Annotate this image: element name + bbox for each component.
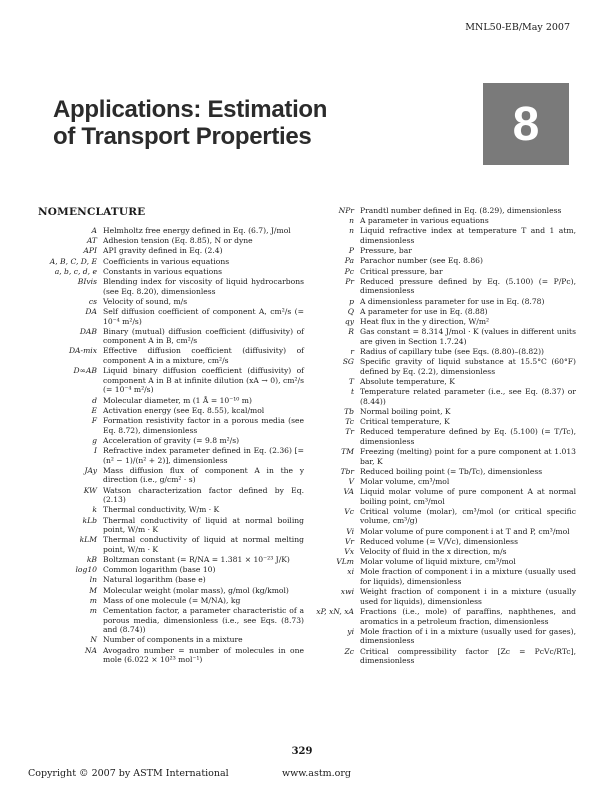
entry-symbol: Tbr bbox=[340, 466, 354, 476]
nomenclature-entry bbox=[314, 537, 576, 547]
entry-definition: Coefficients in various equations bbox=[103, 256, 230, 266]
entry-definition: Velocity of fluid in the x direction, m/s bbox=[360, 547, 507, 557]
entry-symbol: V bbox=[348, 476, 354, 486]
entry-definition: Thermal conductivity of liquid at normal boiling point, W/m · K bbox=[103, 515, 304, 535]
entry-definition: Heat flux in the y direction, W/m² bbox=[360, 316, 490, 326]
entry-symbol: kLM bbox=[79, 535, 97, 545]
chapter-title-line-1: Applications: Estimation bbox=[53, 96, 328, 123]
entry-definition: Molar volume of liquid mixture, cm³/mol bbox=[360, 557, 516, 567]
nomenclature-entry bbox=[32, 307, 304, 326]
nomenclature-entry bbox=[32, 535, 304, 554]
nomenclature-entry bbox=[32, 267, 304, 277]
nomenclature-entry bbox=[32, 586, 304, 596]
entry-definition: Normal boiling point, K bbox=[360, 406, 451, 416]
entry-symbol: Tr bbox=[345, 427, 354, 437]
chapter-title bbox=[53, 96, 353, 150]
nomenclature-entry bbox=[32, 575, 304, 585]
entry-definition: Molar volume, cm³/mol bbox=[360, 476, 450, 486]
entry-definition: Thermal conductivity, W/m · K bbox=[103, 505, 220, 515]
nomenclature-entry bbox=[314, 407, 576, 417]
entry-symbol: cs bbox=[88, 296, 97, 306]
entry-definition: Acceleration of gravity (= 9.8 m²/s) bbox=[103, 435, 240, 445]
entry-definition: A parameter in various equations bbox=[360, 216, 489, 226]
entry-symbol: F bbox=[91, 416, 97, 425]
entry-symbol: TM bbox=[341, 446, 354, 456]
entry-definition: Velocity of sound, m/s bbox=[103, 296, 188, 306]
entry-definition: Reduced volume (= V/Vc), dimensionless bbox=[360, 536, 518, 546]
nomenclature-entry bbox=[32, 516, 304, 535]
entry-symbol: m bbox=[89, 595, 97, 605]
entry-definition: Freezing (melting) point for a pure component at 1.013 bar, K bbox=[360, 446, 576, 466]
nomenclature-entry bbox=[32, 297, 304, 307]
nomenclature-left-column bbox=[32, 226, 304, 665]
entry-definition: Activation energy (see Eq. 8.55), kcal/mol bbox=[103, 405, 265, 415]
nomenclature-entry bbox=[314, 427, 576, 446]
entry-definition: Reduced temperature defined by Eq. (5.100) (= T/Tc), dimensionless bbox=[360, 427, 576, 446]
entry-symbol: kB bbox=[86, 555, 97, 565]
entry-symbol: Vx bbox=[344, 547, 354, 557]
entry-definition: Watson characterization factor defined by Eq. (2.13) bbox=[103, 485, 304, 505]
nomenclature-entry bbox=[314, 487, 576, 506]
entry-symbol: Pc bbox=[344, 266, 354, 276]
nomenclature-entry bbox=[314, 417, 576, 427]
entry-definition: Specific gravity of liquid substance at 15.5°C (60°F) defined by Eq. (2.2), dimensionless bbox=[360, 357, 576, 376]
entry-symbol: I bbox=[94, 445, 97, 455]
nomenclature-entry bbox=[314, 267, 576, 277]
nomenclature-entry bbox=[32, 277, 304, 296]
nomenclature-entry bbox=[32, 327, 304, 346]
entry-definition: Helmholtz free energy defined in Eq. (6.7), J/mol bbox=[103, 226, 291, 235]
entry-symbol: log10 bbox=[75, 565, 97, 575]
entry-symbol: ln bbox=[89, 575, 97, 585]
nomenclature-entry bbox=[32, 236, 304, 246]
entry-definition: Effective diffusion coefficient (diffusivity) of component A in a mixture, cm²/s bbox=[103, 346, 304, 366]
entry-definition: Boltzman constant (= R/NA = 1.381 × 10⁻²³ J/K) bbox=[103, 555, 290, 565]
entry-symbol: xi bbox=[347, 567, 354, 577]
entry-definition: Refractive index parameter defined in Eq. (2.36) [= (n² − 1)/(n² + 2)], dimensionless bbox=[103, 445, 304, 465]
nomenclature-entry bbox=[32, 366, 304, 395]
entry-definition: Number of components in a mixture bbox=[103, 635, 243, 645]
nomenclature-entry bbox=[32, 486, 304, 505]
nomenclature-entry bbox=[314, 587, 576, 606]
entry-symbol: n bbox=[349, 226, 354, 236]
nomenclature-entry bbox=[314, 507, 576, 526]
entry-definition: Pressure, bar bbox=[360, 246, 412, 256]
nomenclature-entry bbox=[314, 256, 576, 266]
entry-symbol: Pa bbox=[344, 256, 354, 266]
nomenclature-entry bbox=[314, 647, 576, 666]
entry-definition: Cementation factor, a parameter characteristic of a porous media, dimensionless (i.e., see Eqs. (8.73) and (8.74)) bbox=[103, 606, 304, 635]
entry-definition: A dimensionless parameter for use in Eq. (8.78) bbox=[360, 296, 545, 306]
nomenclature-entry bbox=[314, 567, 576, 586]
entry-symbol: P bbox=[348, 246, 354, 256]
nomenclature-entry bbox=[32, 646, 304, 665]
entry-symbol: t bbox=[350, 387, 354, 396]
entry-symbol: DA-mix bbox=[68, 346, 97, 356]
entry-symbol: AT bbox=[86, 236, 97, 246]
entry-definition: Gas constant = 8.314 J/mol · K (values in different units are given in Section 1.7.24) bbox=[360, 327, 576, 346]
entry-symbol: VA bbox=[343, 487, 354, 497]
nomenclature-entry bbox=[32, 505, 304, 515]
entry-definition: Reduced boiling point (= Tb/Tc), dimensionless bbox=[360, 466, 543, 476]
nomenclature-entry bbox=[32, 436, 304, 446]
entry-symbol: kLb bbox=[82, 515, 97, 525]
entry-definition: Critical compressibility factor [Zc = PcVc/RTc], dimensionless bbox=[360, 646, 576, 666]
entry-symbol: Vr bbox=[344, 536, 354, 546]
entry-symbol: p bbox=[349, 296, 354, 306]
entry-definition: Avogadro number = number of molecules in one mole (6.022 × 10²³ mol⁻¹) bbox=[103, 645, 304, 665]
entry-symbol: VLm bbox=[336, 557, 354, 567]
nomenclature-entry bbox=[314, 206, 576, 216]
entry-definition: Critical pressure, bar bbox=[360, 266, 443, 276]
nomenclature-entry bbox=[314, 246, 576, 256]
entry-symbol: JAy bbox=[84, 465, 97, 475]
entry-definition: Molecular diameter, m (1 Å = 10⁻¹⁰ m) bbox=[103, 395, 252, 405]
entry-definition: Thermal conductivity of liquid at normal melting point, W/m · K bbox=[103, 535, 304, 554]
entry-definition: Mass diffusion flux of component A in the y direction (i.e., g/cm² · s) bbox=[103, 465, 304, 485]
entry-symbol: API bbox=[83, 246, 97, 256]
entry-definition: Absolute temperature, K bbox=[360, 376, 455, 386]
nomenclature-entry bbox=[314, 547, 576, 557]
footer-website: www.astm.org bbox=[282, 768, 352, 779]
nomenclature-entry bbox=[314, 307, 576, 317]
entry-symbol: NA bbox=[84, 645, 97, 655]
chapter-number: 8 bbox=[512, 97, 540, 151]
entry-symbol: Tb bbox=[344, 406, 354, 416]
entry-symbol: KW bbox=[83, 485, 97, 495]
entry-symbol: BIvis bbox=[77, 276, 97, 286]
entry-definition: Self diffusion coefficient of component A, cm²/s (= 10⁻⁴ m²/s) bbox=[103, 306, 304, 326]
nomenclature-entry bbox=[314, 447, 576, 466]
entry-definition: Molar volume of pure component i at T and P, cm³/mol bbox=[360, 526, 570, 536]
nomenclature-entry bbox=[32, 446, 304, 465]
entry-definition: Formation resistivity factor in a porous media (see Eq. 8.72), dimensionless bbox=[103, 416, 304, 435]
entry-symbol: Vi bbox=[346, 526, 354, 536]
entry-definition: Reduced pressure defined by Eq. (5.100) (= P/Pc), dimensionless bbox=[360, 276, 576, 296]
entry-symbol: m bbox=[89, 606, 97, 615]
entry-definition: Molecular weight (molar mass), g/mol (kg/kmol) bbox=[103, 585, 289, 595]
entry-symbol: NPr bbox=[338, 206, 354, 215]
entry-symbol: SG bbox=[342, 357, 354, 367]
nomenclature-entry bbox=[314, 277, 576, 296]
nomenclature-entry bbox=[314, 297, 576, 307]
entry-symbol: g bbox=[92, 435, 97, 445]
entry-symbol: M bbox=[89, 585, 97, 595]
entry-symbol: qy bbox=[344, 316, 354, 326]
nomenclature-entry bbox=[32, 596, 304, 606]
entry-symbol: A, B, C, D, E bbox=[49, 256, 97, 266]
entry-symbol: a, b, c, d, e bbox=[54, 266, 97, 276]
entry-definition: Radius of capillary tube (see Eqs. (8.80)–(8.82)) bbox=[360, 346, 545, 356]
chapter-title-line-2: of Transport Properties bbox=[53, 123, 312, 150]
entry-symbol: E bbox=[91, 405, 97, 415]
nomenclature-entry bbox=[314, 377, 576, 387]
entry-definition: Mass of one molecule (= M/NA), kg bbox=[103, 595, 241, 605]
entry-definition: API gravity defined in Eq. (2.4) bbox=[103, 246, 223, 256]
nomenclature-entry bbox=[32, 346, 304, 365]
entry-symbol: N bbox=[90, 635, 97, 645]
entry-symbol: xwi bbox=[340, 587, 354, 597]
entry-definition: Parachor number (see Eq. 8.86) bbox=[360, 256, 483, 266]
nomenclature-entry bbox=[32, 246, 304, 256]
nomenclature-entry bbox=[32, 416, 304, 435]
entry-symbol: xP, xN, xA bbox=[316, 606, 354, 616]
nomenclature-entry bbox=[32, 406, 304, 416]
entry-symbol: R bbox=[348, 327, 354, 337]
entry-definition: Critical temperature, K bbox=[360, 416, 450, 426]
entry-definition: Constants in various equations bbox=[103, 266, 222, 276]
nomenclature-entry bbox=[314, 357, 576, 376]
entry-symbol: A bbox=[91, 226, 97, 235]
entry-definition: Critical volume (molar), cm³/mol (or critical specific volume, cm³/g) bbox=[360, 506, 576, 526]
entry-symbol: d bbox=[92, 395, 97, 405]
nomenclature-right-column bbox=[314, 206, 576, 666]
entry-symbol: D∞AB bbox=[73, 366, 97, 376]
nomenclature-entry bbox=[32, 565, 304, 575]
entry-definition: Natural logarithm (base e) bbox=[103, 575, 206, 585]
entry-definition: Fractions (i.e., mole) of paraffins, naphthenes, and aromatics in a petroleum fraction, dimensionless bbox=[360, 606, 576, 626]
nomenclature-entry bbox=[32, 257, 304, 267]
entry-symbol: Pr bbox=[345, 276, 354, 286]
entry-definition: Binary (mutual) diffusion coefficient (diffusivity) of component A in B, cm²/s bbox=[103, 326, 304, 346]
nomenclature-entry bbox=[314, 327, 576, 346]
entry-definition: Prandtl number defined in Eq. (8.29), dimensionless bbox=[360, 206, 562, 215]
nomenclature-entry bbox=[314, 627, 576, 646]
nomenclature-entry bbox=[314, 467, 576, 477]
entry-definition: Temperature related parameter (i.e., see Eq. (8.37) or (8.44)) bbox=[360, 387, 576, 406]
entry-symbol: n bbox=[349, 216, 354, 226]
entry-definition: Mole fraction of component i in a mixture (usually used for liquids), dimensionless bbox=[360, 567, 576, 586]
entry-definition: Blending index for viscosity of liquid hydrocarbons (see Eq. 8.20), dimensionless bbox=[103, 276, 304, 296]
entry-symbol: k bbox=[92, 505, 97, 515]
footer-copyright: Copyright © 2007 by ASTM International bbox=[28, 768, 229, 779]
entry-definition: Liquid molar volume of pure component A at normal boiling point, cm³/mol bbox=[360, 487, 576, 506]
nomenclature-entry bbox=[314, 317, 576, 327]
entry-definition: Common logarithm (base 10) bbox=[103, 565, 216, 575]
nomenclature-entry bbox=[32, 226, 304, 236]
entry-definition: Mole fraction of i in a mixture (usually used for gases), dimensionless bbox=[360, 626, 576, 646]
nomenclature-entry bbox=[32, 466, 304, 485]
page-number: 329 bbox=[291, 746, 313, 757]
nomenclature-entry bbox=[314, 527, 576, 537]
nomenclature-entry bbox=[32, 635, 304, 645]
entry-definition: Weight fraction of component i in a mixture (usually used for liquids), dimensionless bbox=[360, 587, 576, 606]
entry-symbol: DAB bbox=[79, 326, 97, 336]
chapter-number-badge bbox=[483, 83, 569, 165]
entry-symbol: DA bbox=[85, 306, 97, 316]
nomenclature-entry bbox=[32, 555, 304, 565]
nomenclature-entry bbox=[314, 557, 576, 567]
nomenclature-entry bbox=[32, 396, 304, 406]
document-reference: MNL50-EB/May 2007 bbox=[465, 22, 570, 33]
nomenclature-heading: NOMENCLATURE bbox=[38, 206, 146, 218]
nomenclature-entry bbox=[314, 226, 576, 245]
nomenclature-entry bbox=[32, 606, 304, 635]
entry-symbol: Q bbox=[347, 306, 354, 316]
entry-symbol: r bbox=[350, 346, 354, 356]
entry-definition: Adhesion tension (Eq. 8.85), N or dyne bbox=[103, 236, 253, 246]
entry-symbol: yi bbox=[347, 626, 354, 636]
nomenclature-entry bbox=[314, 477, 576, 487]
entry-definition: Liquid refractive index at temperature T and 1 atm, dimensionless bbox=[360, 226, 576, 245]
entry-symbol: T bbox=[348, 376, 354, 386]
nomenclature-entry bbox=[314, 347, 576, 357]
entry-symbol: Tc bbox=[345, 416, 354, 426]
nomenclature-entry bbox=[314, 607, 576, 626]
entry-symbol: Vc bbox=[344, 506, 354, 516]
entry-definition: A parameter for use in Eq. (8.88) bbox=[360, 306, 488, 316]
nomenclature-entry bbox=[314, 387, 576, 406]
nomenclature-entry bbox=[314, 216, 576, 226]
entry-symbol: Zc bbox=[344, 646, 354, 656]
entry-definition: Liquid binary diffusion coefficient (diffusivity) of component A in B at infinite dilution (xA → 0), cm²/s (= 10⁻⁴ m²/s) bbox=[103, 366, 304, 395]
